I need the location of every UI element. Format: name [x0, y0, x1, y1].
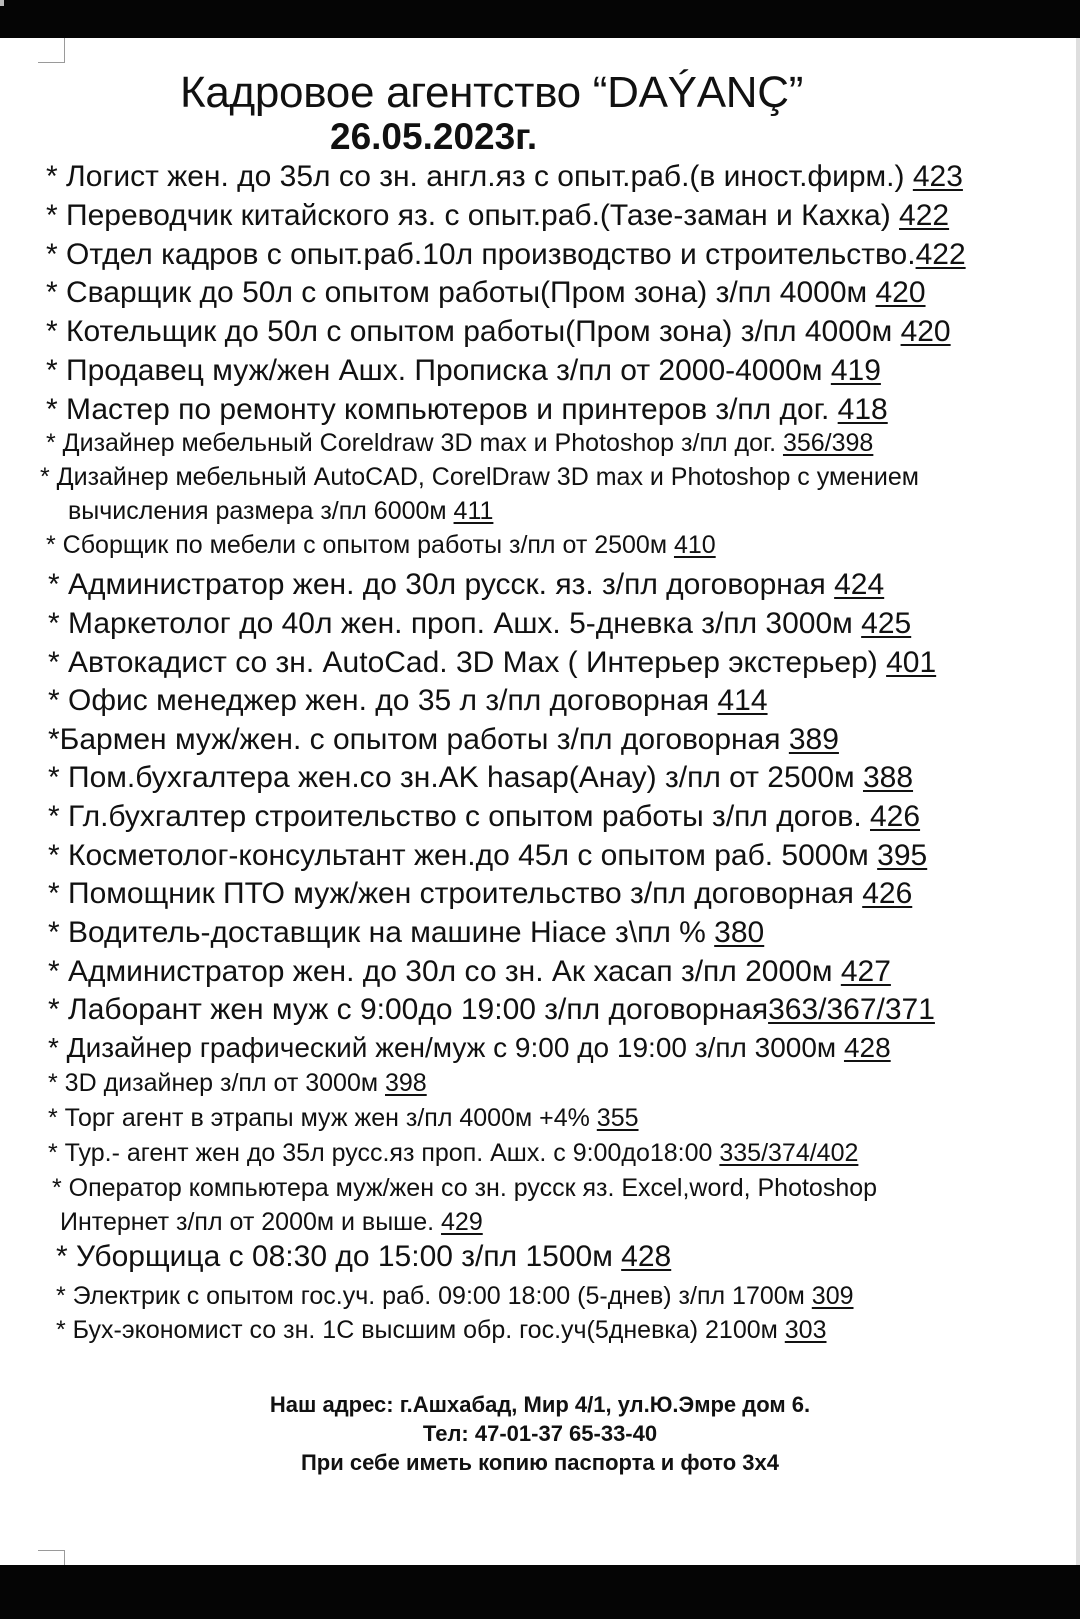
job-description: * Автокадист со зн. AutoCad. 3D Max ( Интерьер экстерьер)	[48, 646, 887, 679]
job-description-continued: вычисления размера з/пл 6000м	[68, 497, 454, 525]
job-item-continuation	[68, 499, 493, 524]
vacancy-code: 428	[843, 1032, 891, 1063]
vacancy-code: 395	[877, 839, 928, 872]
job-description: * Переводчик китайского яз. с опыт.раб.(Тазе-заман и Кахка)	[46, 199, 900, 232]
job-description: * Сборщик по мебели с опытом работы з/пл от 2500м	[46, 531, 674, 559]
job-item	[46, 278, 926, 308]
job-item	[48, 918, 764, 948]
bottom-black-bar	[0, 1565, 1080, 1619]
job-description-continued: Интернет з/пл от 2000м и выше.	[60, 1208, 442, 1236]
job-item	[56, 1318, 827, 1343]
vacancy-code: 388	[862, 761, 914, 794]
job-description: * Котельщик до 50л с опытом работы(Пром зона) з/пл 4000м	[46, 315, 901, 348]
job-item	[46, 162, 963, 192]
job-item	[48, 802, 920, 832]
vacancy-code: 420	[900, 315, 951, 348]
job-item	[46, 533, 716, 558]
vacancy-code: 426	[862, 877, 913, 910]
vacancy-code: 410	[673, 531, 716, 559]
vacancy-code: 423	[912, 160, 963, 193]
vacancy-code: 424	[834, 568, 885, 601]
vacancy-code: 363/367/371	[768, 993, 935, 1026]
job-description: * Торг агент в этрапы муж жен з/пл 4000м +4%	[48, 1104, 597, 1132]
job-description: * Дизайнер графический жен/муж с 9:00 до 19:00 з/пл 3000м	[48, 1032, 844, 1063]
vacancy-code: 426	[870, 800, 921, 833]
job-description: * Администратор жен. до 30л со зн. Ак хасап з/пл 2000м	[48, 955, 841, 988]
contact-footer	[0, 1390, 1080, 1477]
job-description: * Логист жен. до 35л со зн. англ.яз с опыт.раб.(в иност.фирм.)	[46, 160, 913, 193]
job-item	[48, 725, 839, 755]
job-item	[46, 356, 881, 386]
job-item	[46, 395, 888, 425]
job-description: * Тур.- агент жен до 35л русс.яз проп. Ашх. с 9:00до18:00	[48, 1139, 720, 1167]
vacancy-code: 303	[784, 1316, 827, 1344]
page-corner-mark-bottom	[38, 1550, 65, 1566]
job-item	[56, 1242, 671, 1272]
vacancy-code: 380	[714, 916, 765, 949]
job-item	[40, 465, 919, 490]
job-description: * Маркетолог до 40л жен. проп. Ашх. 5-дневка з/пл 3000м	[48, 607, 862, 640]
page-right-edge	[1076, 38, 1080, 1565]
job-item	[48, 609, 911, 639]
job-item	[48, 1141, 858, 1166]
job-description: * Гл.бухгалтер строительство с опытом работы з/пл догов.	[48, 800, 870, 833]
job-item	[48, 995, 935, 1025]
vacancy-code: 428	[621, 1240, 672, 1273]
job-description: * Сварщик до 50л с опытом работы(Пром зона) з/пл 4000м	[46, 276, 876, 309]
vacancy-code: 427	[840, 955, 891, 988]
job-description: * Лаборант жен муж с 9:00до 19:00 з/пл договорная	[48, 993, 769, 1026]
job-item	[48, 648, 936, 678]
job-description: * Продавец муж/жен Ашх. Прописка з/пл от 2000-4000м	[46, 354, 831, 387]
job-description: * Администратор жен. до 30л русск. яз. з/пл договорная	[48, 568, 835, 601]
job-item	[48, 1071, 427, 1096]
vacancy-code: 419	[830, 354, 881, 387]
vacancy-code: 398	[385, 1069, 427, 1097]
job-description: * Дизайнер мебельный AutoCAD, CorelDraw 3D max и Photoshop с умением	[40, 463, 919, 491]
status-bar-fragment	[0, 0, 4, 6]
job-description: * Дизайнер мебельный Coreldraw 3D max и Photoshop з/пл дог.	[46, 429, 783, 457]
job-item	[46, 317, 951, 347]
job-description: * Пом.бухгалтера жен.со зн.AK hasap(Анау) з/пл от 2500м	[48, 761, 863, 794]
documents-note: При себе иметь копию паспорта и фото 3х4	[300, 1450, 780, 1475]
job-item	[48, 763, 913, 793]
address-line: Наш адрес: г.Ашхабад, Мир 4/1, ул.Ю.Эмре дом 6.	[269, 1392, 811, 1417]
vacancy-code: 425	[861, 607, 912, 640]
job-item	[46, 431, 873, 456]
job-item	[48, 686, 768, 716]
vacancy-code: 411	[453, 497, 494, 525]
job-item	[48, 879, 912, 909]
vacancy-code: 356/398	[782, 429, 874, 457]
vacancy-code: 335/374/402	[719, 1139, 859, 1167]
vacancy-code: 422	[899, 199, 950, 232]
job-item	[46, 240, 966, 270]
job-item	[48, 1034, 891, 1062]
job-description: * 3D дизайнер з/пл от 3000м	[48, 1069, 385, 1097]
job-description: * Бух-экономист со зн. 1С высшим обр. гос.уч(5дневка) 2100м	[56, 1316, 785, 1344]
job-description: * Электрик с опытом гос.уч. раб. 09:00 18:00 (5-днев) з/пл 1700м	[56, 1282, 812, 1310]
flyer-date: 26.05.2023г.	[330, 116, 538, 157]
job-item	[48, 1106, 639, 1131]
vacancy-code: 389	[788, 723, 839, 756]
phone-line: Тел: 47-01-37 65-33-40	[422, 1421, 658, 1446]
job-description: *Бармен муж/жен. с опытом работы з/пл договорная	[48, 723, 789, 756]
job-description: * Оператор компьютера муж/жен со зн. русск яз. Excel,word, Photoshop	[52, 1174, 878, 1202]
job-description: * Офис менеджер жен. до 35 л з/пл договорная	[48, 684, 718, 717]
vacancy-code: 414	[717, 684, 768, 717]
job-item	[48, 957, 891, 987]
job-item	[56, 1284, 854, 1309]
job-item-continuation	[60, 1210, 483, 1235]
job-description: * Косметолог-консультант жен.до 45л с опытом раб. 5000м	[48, 839, 878, 872]
job-description: * Мастер по ремонту компьютеров и принтеров з/пл дог.	[46, 393, 838, 426]
job-description: * Водитель-доставщик на машине Hiace з\пл %	[48, 916, 715, 949]
vacancy-code: 422	[915, 238, 966, 271]
top-black-bar	[0, 0, 1080, 38]
job-description: * Отдел кадров с опыт.раб.10л производство и строительство.	[46, 238, 916, 271]
job-description: * Уборщица с 08:30 до 15:00 з/пл 1500м	[56, 1240, 622, 1273]
page-corner-mark-top	[38, 38, 65, 63]
vacancy-code: 401	[886, 646, 937, 679]
job-item	[46, 201, 949, 231]
vacancy-code: 309	[811, 1282, 854, 1310]
vacancy-code: 418	[837, 393, 888, 426]
agency-title: Кадровое агентство “DAÝANÇ”	[180, 68, 804, 117]
job-item	[52, 1176, 877, 1201]
vacancy-code: 429	[441, 1208, 483, 1236]
job-item	[48, 841, 927, 871]
vacancy-code: 355	[596, 1104, 639, 1132]
job-item	[48, 570, 884, 600]
job-description: * Помощник ПТО муж/жен строительство з/пл договорная	[48, 877, 863, 910]
vacancy-code: 420	[875, 276, 926, 309]
